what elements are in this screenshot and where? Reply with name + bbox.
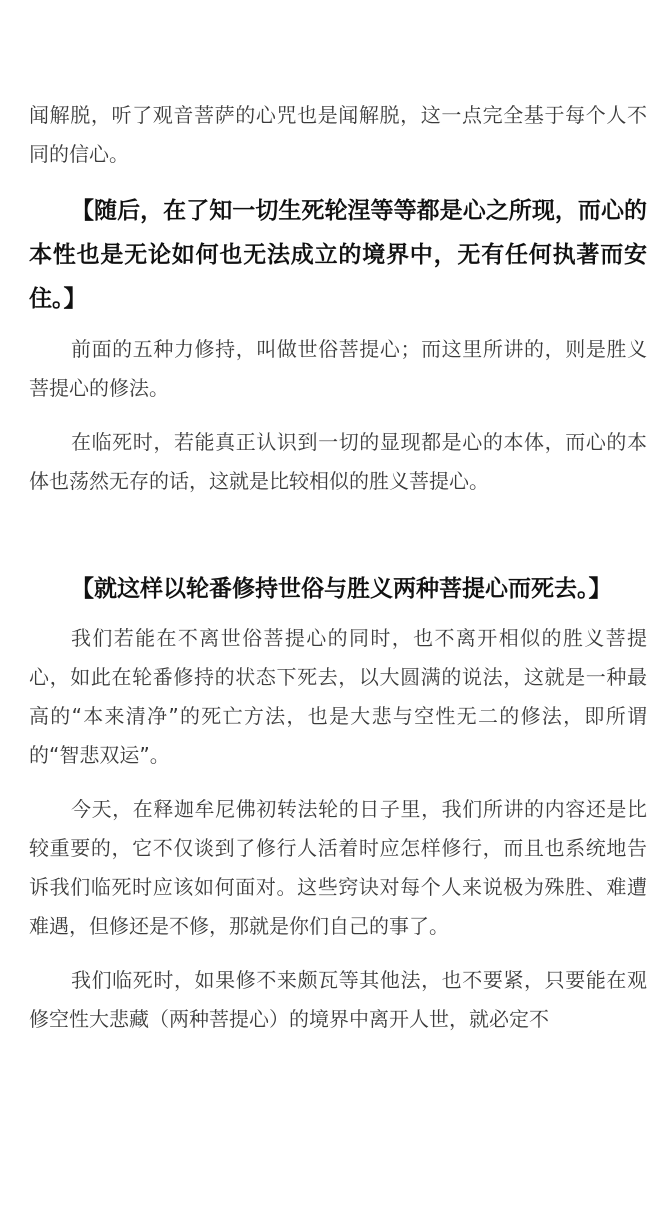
paragraph-continued: 闻解脱，听了观音菩萨的心咒也是闻解脱，这一点完全基于每个人不同的信心。 (29, 103, 647, 166)
paragraph-at-death: 我们临死时，如果修不来颇瓦等其他法，也不要紧，只要能在观修空性大悲藏（两种菩提心）的境界中离开人世，就必定不 (29, 968, 647, 1031)
article-body (29, 96, 647, 1039)
paragraph-conventional-bodhicitta: 前面的五种力修持，叫做世俗菩提心；而这里所讲的，则是胜义菩提心的修法。 (29, 337, 647, 400)
root-verse-1: 【随后，在了知一切生死轮涅等等都是心之所现，而心的本性也是无论如何也无法成立的境界中，无有任何执著而安住。】 (29, 197, 647, 312)
paragraph-wisdom-compassion: 我们若能在不离世俗菩提心的同时，也不离开相似的胜义菩提心，如此在轮番修持的状态下死去，以大圆满的说法，这就是一种最高的“本来清净”的死亡方法，也是大悲与空性无二的修法，即所谓的“智悲双运”。 (29, 626, 647, 767)
paragraph-ultimate-bodhicitta: 在临死时，若能真正认识到一切的显现都是心的本体，而心的本体也荡然无存的话，这就是比较相似的胜义菩提心。 (29, 430, 647, 493)
paragraph-today-teaching: 今天，在释迦牟尼佛初转法轮的日子里，我们所讲的内容还是比较重要的，它不仅谈到了修行人活着时应怎样修行，而且也系统地告诉我们临死时应该如何面对。这些窍诀对每个人来说极为殊胜、难遭难遇，但修还是不修，那就是你们自己的事了。 (29, 797, 647, 938)
root-verse-2: 【就这样以轮番修持世俗与胜义两种菩提心而死去。】 (71, 575, 612, 602)
